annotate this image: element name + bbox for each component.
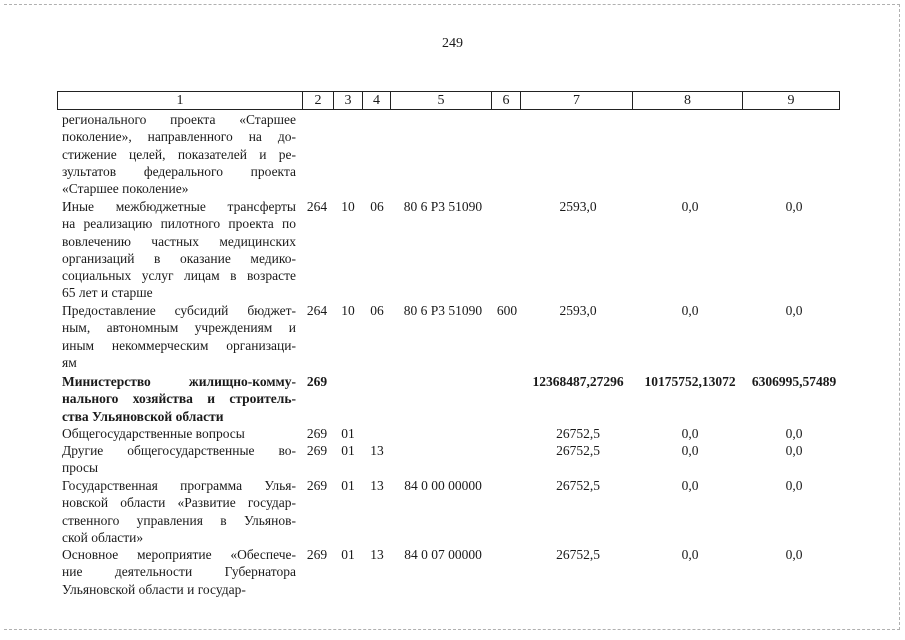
cell-col-9: 0,0	[785, 443, 803, 458]
cell-col-2: 269	[306, 426, 328, 441]
cell-col-8: 0,0	[681, 478, 699, 493]
cell-col-5: 84 0 00 00000	[404, 478, 482, 493]
cell-col-4: 06	[370, 199, 384, 214]
cell-col-2: 269	[306, 547, 328, 562]
table-header-row	[57, 91, 840, 110]
cell-col-2: 269	[306, 443, 328, 458]
cell-col-2: 264	[306, 303, 328, 318]
page-number: 249	[442, 36, 463, 51]
cell-col-7: 2593,0	[559, 303, 597, 318]
cell-col-3: 01	[341, 426, 355, 441]
header-col-5: 5	[391, 92, 492, 109]
header-col-9: 9	[787, 93, 795, 108]
row-description	[62, 373, 296, 425]
cell-col-8: 0,0	[681, 443, 699, 458]
cell-col-7: 26752,5	[556, 478, 600, 493]
cell-col-4: 06	[370, 303, 384, 318]
cell-col-3: 01	[341, 547, 355, 562]
description-line: Государственная программа Улья-	[62, 478, 296, 493]
cell-col-7: 26752,5	[556, 443, 600, 458]
cell-col-9: 0,0	[785, 426, 803, 441]
cell-col-9: 0,0	[785, 478, 803, 493]
description-line: новской области «Развитие государ-	[62, 495, 296, 511]
header-col-8: 8	[633, 92, 743, 109]
cell-col-8: 0,0	[681, 303, 699, 318]
cell-col-5: 80 6 P3 51090	[403, 199, 483, 214]
cell-col-3: 10	[341, 199, 355, 214]
cell-col-9: 0,0	[785, 303, 803, 318]
description-line: Общегосударственные вопросы	[62, 426, 245, 441]
row-description	[62, 425, 296, 442]
description-line: ным, автономным учреждениям и	[62, 320, 296, 336]
header-col-1: 1	[58, 92, 303, 109]
description-line: стижение целей, показателей и ре-	[62, 146, 296, 162]
description-line: ственного управления в Ульянов-	[62, 512, 296, 528]
description-line: иным некоммерческим организаци-	[62, 337, 296, 353]
cell-col-8: 0,0	[681, 547, 699, 562]
row-description	[62, 198, 296, 302]
cell-col-7: 26752,5	[556, 547, 600, 562]
cell-col-7: 2593,0	[559, 199, 597, 214]
cell-col-4: 13	[370, 547, 384, 562]
description-line: зультатов федерального проекта	[62, 163, 296, 179]
description-line: Иные межбюджетные трансферты	[62, 199, 296, 214]
description-line: на реализацию пилотного проекта по	[62, 216, 296, 232]
description-line: Основное мероприятие «Обеспече-	[62, 547, 296, 562]
description-line: ства Ульяновской области	[62, 408, 224, 424]
cell-col-8: 0,0	[681, 426, 699, 441]
cell-col-9: 0,0	[785, 199, 803, 214]
row-description	[62, 477, 296, 546]
description-line: поколение», направленного на до-	[62, 129, 296, 145]
cell-col-3: 01	[341, 478, 355, 493]
header-col-4: 4	[363, 92, 391, 109]
row-description	[62, 302, 296, 371]
description-line: социальных услуг лицам в возрасте	[62, 268, 296, 284]
cell-col-8: 10175752,13072	[644, 374, 736, 389]
row-description	[62, 111, 296, 197]
cell-col-9: 0,0	[785, 547, 803, 562]
cell-col-2: 264	[306, 199, 328, 214]
cell-col-3: 01	[341, 443, 355, 458]
description-line: вовлечению частных медицинских	[62, 233, 296, 249]
cell-col-5: 80 6 P3 51090	[403, 303, 483, 318]
description-line: регионального проекта «Старшее	[62, 112, 296, 127]
header-col-3: 3	[334, 92, 363, 109]
description-line: просы	[62, 460, 99, 476]
description-line: ской области»	[62, 529, 144, 545]
description-line: организаций в оказание медико-	[62, 250, 296, 266]
description-line: Предоставление субсидий бюджет-	[62, 303, 296, 318]
description-line: Другие общегосударственные во-	[62, 443, 296, 458]
description-line: ние деятельности Губернатора	[62, 564, 296, 580]
cell-col-2: 269	[306, 374, 328, 389]
row-description	[62, 546, 296, 598]
cell-col-2: 269	[306, 478, 328, 493]
description-line: 65 лет и старше	[62, 285, 153, 301]
description-line: «Старшее поколение»	[62, 181, 189, 197]
header-col-6: 6	[492, 92, 521, 109]
header-col-7: 7	[521, 92, 633, 109]
cell-col-3: 10	[341, 303, 355, 318]
cell-col-8: 0,0	[681, 199, 699, 214]
cell-col-9: 6306995,57489	[751, 374, 837, 389]
cell-col-5: 84 0 07 00000	[404, 547, 482, 562]
description-line: Ульяновской области и государ-	[62, 581, 246, 597]
cell-col-7: 12368487,27296	[532, 374, 624, 389]
description-line: нального хозяйства и строитель-	[62, 391, 296, 407]
cell-col-4: 13	[370, 478, 384, 493]
cell-col-4: 13	[370, 443, 384, 458]
description-line: ям	[62, 354, 77, 370]
row-description	[62, 442, 296, 477]
header-col-2: 2	[303, 92, 334, 109]
cell-col-6: 600	[496, 303, 518, 318]
cell-col-7: 26752,5	[556, 426, 600, 441]
description-line: Министерство жилищно-комму-	[62, 374, 296, 389]
